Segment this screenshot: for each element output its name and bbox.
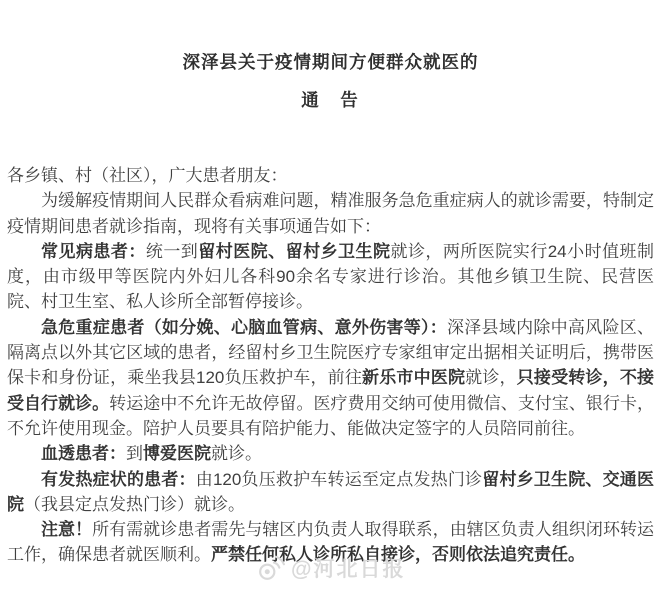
text-segment: 深泽县域内除中高风险区、隔离点以外其它区域的患者，经留村乡卫生院医疗专家组审定出据相关证明后，携带医保卡和身份证，乘坐我县120负压救护车，前往 — [7, 317, 655, 388]
text-segment: 严禁任何私人诊所私自接诊，否则依法追究责任。 — [211, 545, 585, 565]
text-segment: 留村乡卫生院、交通医院 — [7, 469, 655, 514]
text-segment: 由120负压救护车转运至定点发热门诊 — [195, 469, 483, 489]
text-segment: 就诊。 — [211, 444, 262, 464]
text-segment: （我县定点发热门诊）就诊。 — [24, 494, 245, 514]
text-segment: 血透患者： — [41, 444, 126, 464]
paragraph — [7, 517, 654, 568]
text-segment: 注意！ — [41, 520, 93, 540]
text-segment: 各乡镇、村（社区），广大患者朋友： — [7, 166, 288, 185]
text-segment: 留村医院、留村乡卫生院 — [198, 241, 391, 261]
text-segment: 所有需就诊患者需先与辖区内负责人取得联系，由辖区负责人组织闭环转运工作，确保患者就医顺利。 — [7, 520, 655, 565]
paragraph — [7, 467, 654, 518]
paragraph — [7, 315, 654, 441]
notice-title-line1: 深泽县关于疫情期间方便群众就医的 — [182, 52, 479, 72]
paragraph — [7, 188, 654, 239]
text-segment: 就诊， — [465, 368, 517, 388]
title-block — [0, 0, 661, 113]
text-segment: 博爱医院 — [143, 444, 211, 464]
text-segment: 急危重症患者（如分娩、心脑血管病、意外伤害等）： — [41, 317, 448, 337]
text-segment: 统一到 — [145, 241, 199, 261]
notice-body — [0, 163, 661, 568]
watermark-text: @河北日报 — [291, 558, 406, 581]
text-segment: 新乐市中医院 — [362, 368, 466, 388]
notice-title-line2: 通 告 — [301, 90, 360, 110]
paragraph — [7, 163, 654, 188]
paragraph — [7, 441, 654, 466]
text-segment: 就诊，两所医院实行24小时值班制度，由市级甲等医院内外妇儿各科90余名专家进行诊治。其他乡镇卫生院、民营医院、村卫生室、私人诊所全部暂停接诊。 — [7, 241, 654, 312]
text-segment: 只接受转诊，不接受自行就诊。 — [7, 368, 655, 413]
text-segment: 转运途中不允许无故停留。医疗费用交纳可使用微信、支付宝、银行卡，不允许使用现金。陪护人员要具有陪护能力、能做决定签字的人员陪同前往。 — [7, 393, 655, 438]
text-segment: 常见病患者： — [41, 241, 146, 261]
paragraph — [7, 239, 654, 315]
text-segment: 有发热症状的患者： — [41, 469, 196, 489]
text-segment: 为缓解疫情期间人民群众看病难问题，精准服务急危重症病人的就诊需要，特制定疫情期间患者就诊指南，现将有关事项通告如下： — [7, 191, 654, 236]
text-segment: 到 — [126, 444, 143, 464]
